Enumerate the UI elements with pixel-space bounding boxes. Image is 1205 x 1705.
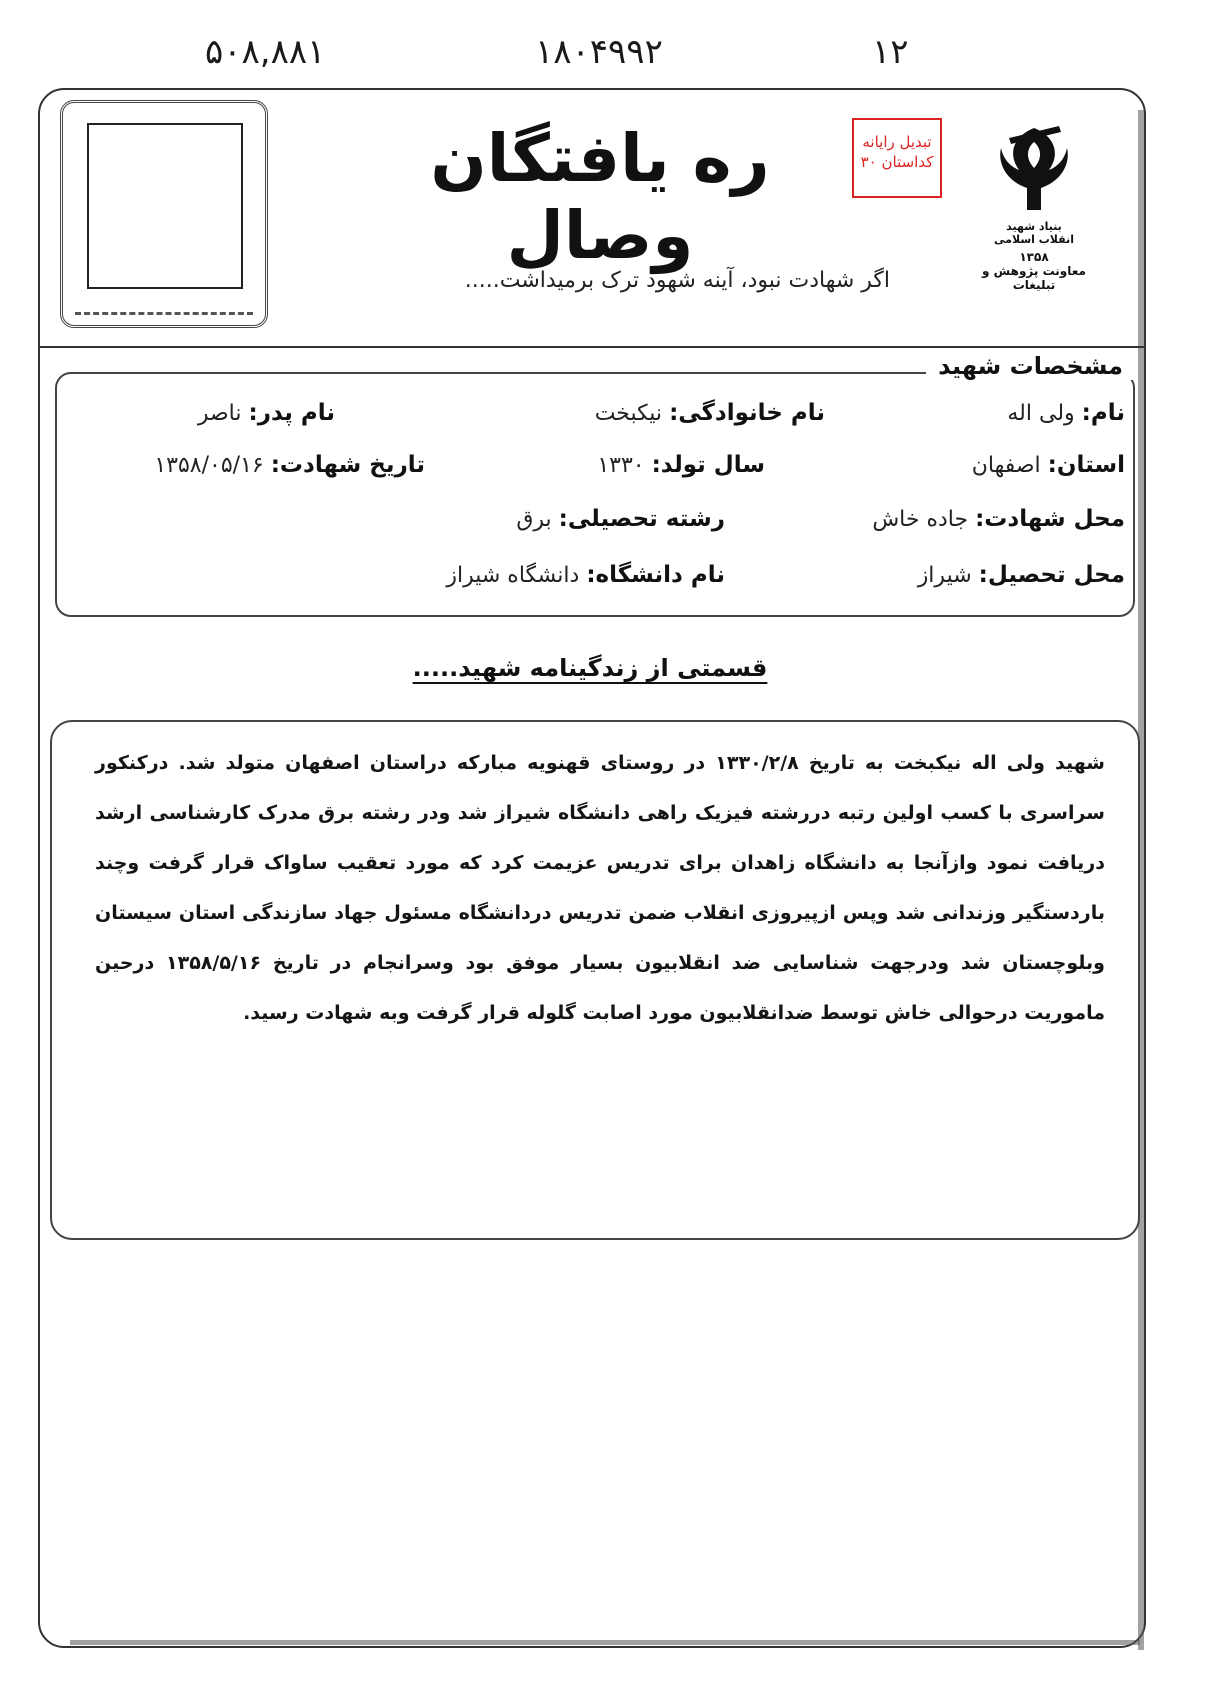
field-martyrdom-date: [154, 452, 425, 478]
field-martyrdom-place-label: محل شهادت:: [975, 506, 1125, 532]
field-martyrdom-place: [872, 506, 1125, 532]
field-province-value: اصفهان: [971, 453, 1041, 478]
handwritten-note-2: ۱۸۰۴۹۹۲: [535, 32, 663, 72]
photo-frame-ornament: [75, 312, 253, 315]
bio-text: شهید ولی اله نیکبخت به تاریخ ۱۳۳۰/۲/۸ در روستای قهنویه مبارکه دراستان اصفهان متولد شد. درکنکور سراسری با کسب اولین رتبه دررشته فیزیک راهی دانشگاه شیراز شد ودر رشته برق مدرک کارشناسی ارشد دریافت نمود وازآنجا به دانشگاه زاهدان برای تدریس عزیمت کرد که مورد تعقیب ساواک قرار گرفت وچند باردستگیر وزندانی شد وپس ازپیروزی انقلاب ضمن تدریس دردانشگاه مسئول جهاد سازندگی استان سیستان وبلوچستان شد ودرجهت شناسایی ضد انقلابیون بسیار موفق بود وسرانجام در تاریخ ۱۳۵۸/۵/۱۶ درحین ماموریت درحوالی خاش توسط ضدانقلابیون مورد اصابت گلوله قرار گرفت وبه شهادت رسید.: [95, 752, 1105, 1024]
handwritten-note-1: ۵۰۸,۸۸۱: [205, 32, 326, 72]
field-family-label: نام خانوادگی:: [669, 400, 825, 426]
field-university-value: دانشگاه شیراز: [446, 563, 580, 588]
stamp-line-1: تبدیل رایانه: [862, 133, 932, 151]
frame-shadow-bottom: [70, 1640, 1140, 1645]
field-birth-year-label: سال تولد:: [651, 452, 765, 478]
field-major-label: رشته تحصیلی:: [558, 506, 725, 532]
stamp-line-2: کداستان ۳۰: [860, 153, 934, 172]
red-stamp: [852, 118, 942, 198]
logo-text-2: انقلاب اسلامی: [994, 233, 1074, 246]
logo-text-1: بنیاد شهید: [1006, 220, 1062, 233]
subtitle: اگر شهادت نبود، آینه شهود ترک برمیداشت.....: [464, 268, 890, 293]
field-major: [516, 506, 725, 532]
field-name-value: ولی اله: [1007, 401, 1075, 426]
logo-text-3: ۱۳۵۸: [1019, 250, 1049, 264]
photo-placeholder: [87, 123, 243, 289]
field-birth-year-value: ۱۳۳۰: [597, 453, 645, 478]
field-education-place: [918, 562, 1125, 588]
field-name: [1007, 400, 1125, 426]
field-martyrdom-place-value: جاده خاش: [872, 507, 969, 532]
field-province: [972, 452, 1125, 478]
field-family: [595, 400, 825, 426]
header-separator: [38, 346, 1144, 348]
tulip-emblem-icon: [989, 118, 1079, 218]
field-martyrdom-date-value: ۱۳۵۸/۰۵/۱۶: [154, 453, 264, 478]
field-name-label: نام:: [1081, 400, 1125, 426]
field-birth-year: [597, 452, 765, 478]
field-father: [198, 400, 335, 426]
field-education-place-label: محل تحصیل:: [978, 562, 1125, 588]
field-father-label: نام پدر:: [248, 400, 335, 426]
field-education-place-value: شیراز: [917, 563, 972, 588]
bio-section-title: قسمتی از زندگینامه شهید.....: [412, 654, 768, 682]
specs-section-title: مشخصات شهید: [926, 352, 1135, 380]
field-martyrdom-date-label: تاریخ شهادت:: [270, 452, 425, 478]
field-university-label: نام دانشگاه:: [586, 562, 725, 588]
field-province-label: استان:: [1047, 452, 1125, 478]
logo: [960, 118, 1108, 298]
photo-frame: [60, 100, 268, 328]
field-university: [446, 562, 725, 588]
field-major-value: برق: [516, 507, 552, 532]
field-father-value: ناصر: [197, 401, 242, 426]
page-title: ره یافتگان وصال: [430, 120, 770, 274]
field-family-value: نیکبخت: [594, 401, 663, 426]
logo-text-4: معاونت پژوهش و تبلیغات: [982, 264, 1086, 292]
handwritten-note-3: ۱۲: [872, 32, 909, 72]
